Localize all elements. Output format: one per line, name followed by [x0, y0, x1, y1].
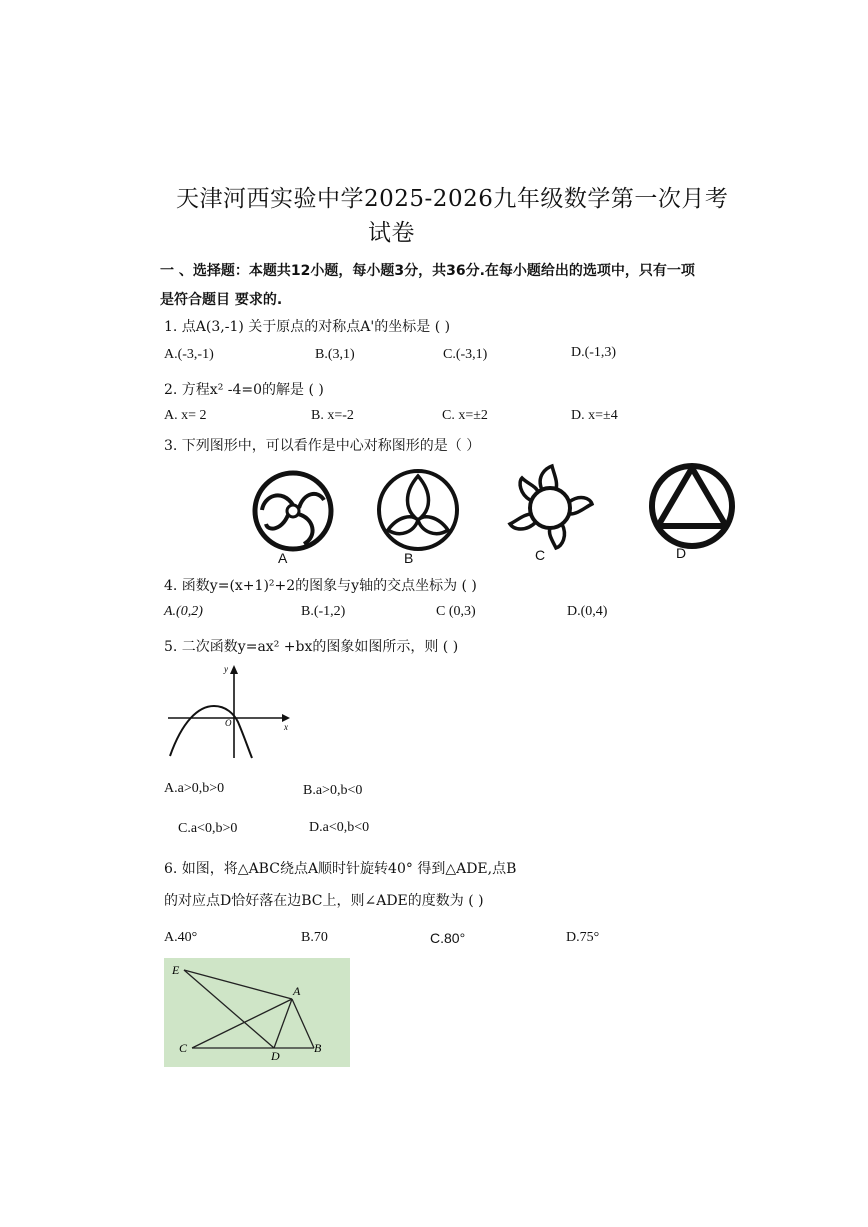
question-1-option-c: C.(-3,1) [443, 347, 488, 362]
question-5-option-a: A.a>0,b>0 [164, 781, 225, 796]
question-5-parabola-graph [164, 662, 294, 762]
question-5-option-b: B.a>0,b<0 [303, 783, 363, 798]
figure-c-flower [506, 464, 594, 550]
graph-y-label: y [224, 664, 228, 674]
figure-d-label: D [676, 545, 687, 561]
question-2-stem: 2. 方程x² -4=0的解是 ( ) [164, 382, 324, 398]
exam-title-line1: 天津河西实验中学2025-2026九年级数学第一次月考 [176, 186, 729, 212]
question-6-stem-line1: 6. 如图，将△ABC绕点A顺时针旋转40° 得到△ADE,点B [164, 861, 517, 877]
question-5-option-d: D.a<0,b<0 [309, 820, 370, 835]
question-2-option-c: C. x=±2 [442, 408, 488, 423]
question-1-option-a: A.(-3,-1) [164, 347, 214, 362]
question-6-option-a: A.40° [164, 930, 198, 945]
figure-b-trefoil [376, 468, 460, 552]
section-header-line1: 一 、选择题：本题共12小题，每小题3分，共36分.在每小题给出的选项中，只有一项 [160, 263, 695, 279]
graph-origin-label: O [225, 718, 232, 728]
question-4-option-a: A.(0,2) [164, 604, 203, 619]
figure-a-swirl [252, 470, 334, 552]
question-4-option-c: C (0,3) [436, 604, 476, 619]
graph-x-label: x [284, 722, 288, 732]
question-6-option-c: C.80° [430, 930, 466, 946]
point-d-label: D [271, 1049, 280, 1063]
figure-c-label: C [535, 547, 546, 563]
question-5-option-c: C.a<0,b>0 [178, 821, 238, 836]
figure-a-label: A [278, 550, 288, 566]
question-4-option-d: D.(0,4) [567, 604, 608, 619]
exam-title-line2: 试卷 [368, 220, 415, 246]
question-6-stem-line2: 的对应点D恰好落在边BC上，则∠ADE的度数为 ( ) [164, 893, 484, 909]
point-a-label: A [293, 984, 301, 998]
question-2-option-b: B. x=-2 [311, 408, 354, 423]
question-2-option-d: D. x=±4 [571, 408, 618, 423]
figure-d-circle-triangle [648, 464, 736, 548]
point-e-label: E [172, 963, 180, 977]
figure-b-label: B [404, 550, 414, 566]
point-b-label: B [314, 1041, 322, 1055]
point-c-label: C [179, 1041, 188, 1055]
section-header-line2: 是符合题目 要求的. [160, 292, 283, 308]
question-4-stem: 4. 函数y=(x+1)²+2的图象与y轴的交点坐标为 ( ) [164, 578, 477, 594]
question-4-option-b: B.(-1,2) [301, 604, 346, 619]
question-1-stem: 1. 点A(3,-1) 关于原点的对称点A'的坐标是 ( ) [164, 319, 451, 335]
question-6-option-b: B.70 [301, 930, 328, 945]
question-2-option-a: A. x= 2 [164, 408, 207, 423]
question-1-option-b: B.(3,1) [315, 347, 355, 362]
question-1-option-d: D.(-1,3) [571, 345, 617, 360]
question-6-option-d: D.75° [566, 930, 600, 945]
question-5-stem: 5. 二次函数y=ax² +bx的图象如图所示，则 ( ) [164, 639, 459, 655]
question-6-figure [164, 958, 350, 1067]
question-3-stem: 3. 下列图形中，可以看作是中心对称图形的是（ ） [164, 438, 481, 454]
